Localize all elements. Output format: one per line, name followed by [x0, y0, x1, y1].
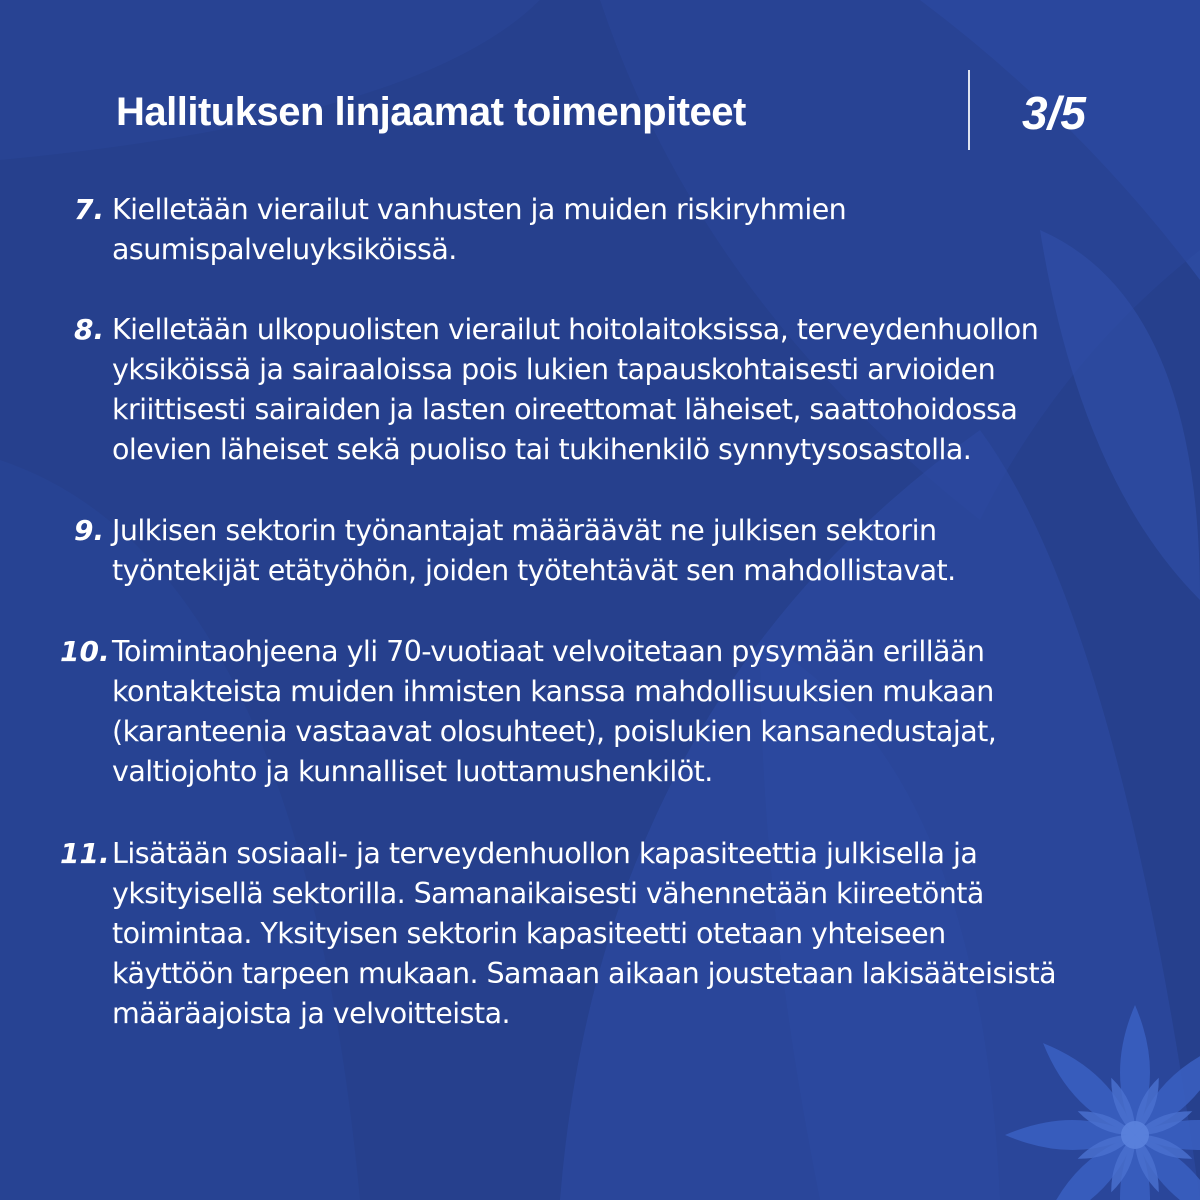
item-line: Julkisen sektorin työnantajat määräävät ne julkisen sektorin	[112, 514, 937, 547]
item-text	[112, 190, 1092, 270]
item-number: 9.	[74, 514, 105, 547]
item-line: Kielletään ulkopuolisten vierailut hoitolaitoksissa, terveydenhuollon	[112, 313, 1039, 346]
item-line: kriittisesti sairaiden ja lasten oireettomat läheiset, saattohoidossa	[112, 393, 1018, 426]
item-text	[112, 632, 1092, 792]
item-number: 10.	[60, 635, 110, 668]
item-line: Lisätään sosiaali- ja terveydenhuollon kapasiteettia julkisella ja	[112, 837, 978, 870]
item-line: kontakteista muiden ihmisten kanssa mahdollisuuksien mukaan	[112, 675, 994, 708]
item-number: 7.	[74, 193, 105, 226]
item-line: yksityisellä sektorilla. Samanaikaisesti vähennetään kiireetöntä	[112, 877, 984, 910]
item-line: määräajoista ja velvoitteista.	[112, 997, 510, 1030]
item-line: yksiköissä ja sairaaloissa pois lukien tapauskohtaisesti arvioiden	[112, 353, 996, 386]
item-line: (karanteenia vastaavat olosuhteet), poislukien kansanedustajat,	[112, 715, 997, 748]
item-line: olevien läheiset sekä puoliso tai tukihenkilö synnytysosastolla.	[112, 433, 972, 466]
item-number: 8.	[74, 313, 105, 346]
item-text	[112, 834, 1092, 1034]
page-indicator: 3/5	[1022, 87, 1086, 139]
item-line: asumispalveluyksiköissä.	[112, 233, 457, 266]
item-line: käyttöön tarpeen mukaan. Samaan aikaan joustetaan lakisääteisistä	[112, 957, 1056, 990]
item-line: toimintaa. Yksityisen sektorin kapasiteetti otetaan yhteiseen	[112, 917, 946, 950]
item-line: Toimintaohjeena yli 70-vuotiaat velvoitetaan pysymään erillään	[112, 635, 985, 668]
item-text	[112, 511, 1092, 591]
item-line: Kielletään vierailut vanhusten ja muiden riskiryhmien	[112, 193, 847, 226]
item-line: valtiojohto ja kunnalliset luottamushenkilöt.	[112, 755, 713, 788]
item-line: työntekijät etätyöhön, joiden työtehtävät sen mahdollistavat.	[112, 554, 956, 587]
page-title: Hallituksen linjaamat toimenpiteet	[116, 90, 746, 134]
item-number: 11.	[60, 837, 110, 870]
item-text	[112, 310, 1092, 470]
